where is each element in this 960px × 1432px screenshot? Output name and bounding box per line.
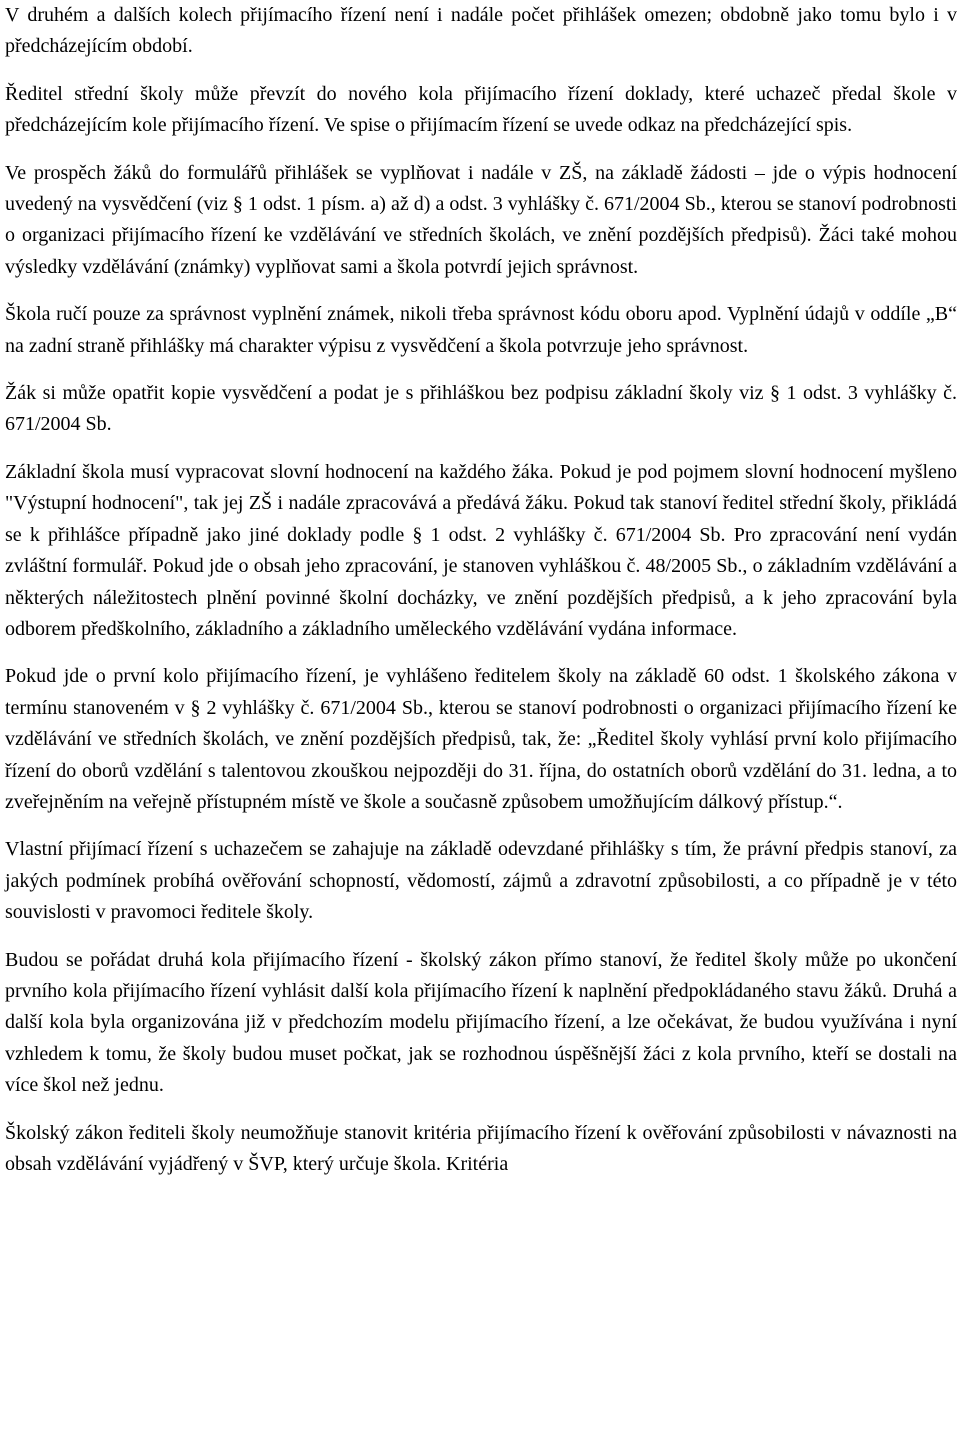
paragraph-2: Ředitel střední školy může převzít do nového kola přijímacího řízení doklady, které uchazeč předal škole v předcházejícím kole přijímacího řízení. Ve spise o přijímacím řízení se uvede odkaz na předcházející spis.	[5, 82, 957, 137]
paragraph-1: V druhém a dalších kolech přijímacího řízení není i nadále počet přihlášek omezen; obdobně jako tomu bylo i v předcházejícím období.	[5, 4, 957, 58]
paragraph-9: Budou se pořádat druhá kola přijímacího řízení - školský zákon přímo stanoví, že ředitel školy může po ukončení prvního kola přijímacího řízení vyhlásit další kola přijímacího řízení k naplnění předpokládaného stavu žáků. Druhá a další kola byla organizována již v předchozím modelu přijímacího řízení, a lze očekávat, že budou využívána i nyní vzhledem k tomu, že školy budou muset počkat, jak se rozhodnou úspěšnější žáci z kola prvního, kteří se dostali na více škol než jednu.	[5, 948, 957, 1097]
paragraph-3: Ve prospěch žáků do formulářů přihlášek se vyplňovat i nadále v ZŠ, na základě žádosti – jde o výpis hodnocení uvedený na vysvědčení (viz § 1 odst. 1 písm. a) až d) a odst. 3 vyhlášky č. 671/2004 Sb., kterou se stanoví podrobnosti o organizaci přijímacího řízení ke vzdělávání ve středních školách, ve znění pozdějších předpisů). Žáci také mohou výsledky vzdělávání (známky) vyplňovat sami a škola potvrdí jejich správnost.	[5, 161, 957, 278]
paragraph-4: Škola ručí pouze za správnost vyplnění známek, nikoli třeba správnost kódu oboru apod. Vyplnění údajů v oddíle „B“ na zadní straně přihlášky má charakter výpisu z vysvědčení a škola potvrzuje jeho správnost.	[5, 303, 957, 357]
document-page	[5, 0, 957, 1196]
paragraph-5: Žák si může opatřit kopie vysvědčení a podat je s přihláškou bez podpisu základní školy viz § 1 odst. 3 vyhlášky č. 671/2004 Sb.	[5, 382, 957, 436]
paragraph-7: Pokud jde o první kolo přijímacího řízení, je vyhlášeno ředitelem školy na základě 60 odst. 1 školského zákona v termínu stanoveném v § 2 vyhlášky č. 671/2004 Sb., kterou se stanoví podrobnosti o organizaci přijímacího řízení ke vzdělávání ve středních školách, ve znění pozdějších předpisů, tak, že: „Ředitel školy vyhlásí první kolo přijímacího řízení do oborů vzdělání s talentovou zkouškou nejpozději do 31. října, do ostatních oborů vzdělání do 31. ledna, a to zveřejněním na veřejně přístupném místě ve škole a současně způsobem umožňujícím dálkový přístup.“.	[5, 665, 957, 813]
paragraph-10: Školský zákon řediteli školy neumožňuje stanovit kritéria přijímacího řízení k ověřování způsobilosti v návaznosti na obsah vzdělávání vyjádřený v ŠVP, který určuje škola. Kritéria	[5, 1121, 957, 1175]
paragraph-6: Základní škola musí vypracovat slovní hodnocení na každého žáka. Pokud je pod pojmem slovní hodnocení myšleno "Výstupní hodnocení", tak jej ZŠ i nadále zpracovává a předává žáku. Pokud tak stanoví ředitel střední školy, přikládá se k přihlášce případně jako jiné doklady podle § 1 odst. 2 vyhlášky č. 671/2004 Sb. Pro zpracování není vydán zvláštní formulář. Pokud jde o obsah jeho zpracování, je stanoven vyhláškou č. 48/2005 Sb., o základním vzdělávání a některých náležitostech plnění povinné školní docházky, ve znění pozdějších předpisů, a k jeho zpracování byla odborem předškolního, základního a základního uměleckého vzdělávání vydána informace.	[5, 460, 957, 640]
paragraph-8: Vlastní přijímací řízení s uchazečem se zahajuje na základě odevzdané přihlášky s tím, že právní předpis stanoví, za jakých podmínek probíhá ověřování schopností, vědomostí, zájmů a zdravotní způsobilosti, a co případně je v této souvislosti v pravomoci ředitele školy.	[5, 838, 957, 924]
